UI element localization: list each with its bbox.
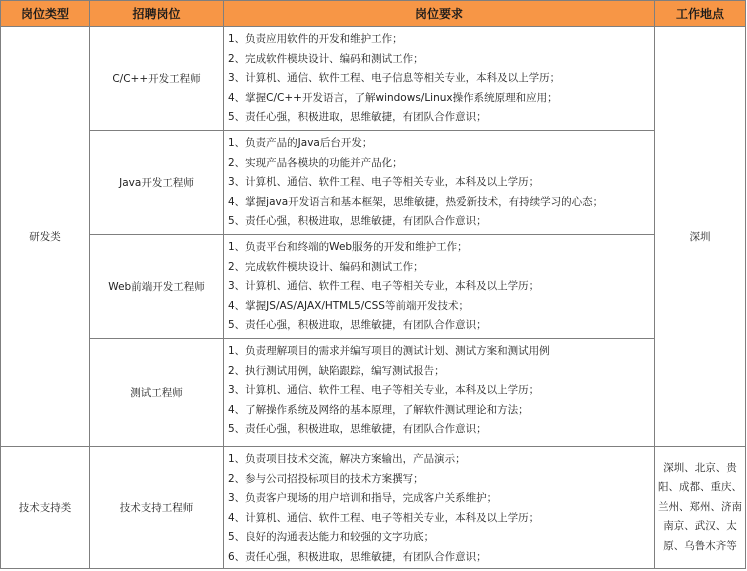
position-cell: Web前端开发工程师: [90, 235, 224, 339]
requirements-cell: [224, 235, 655, 339]
position-cell: 测试工程师: [90, 339, 224, 447]
requirements-cell: [224, 131, 655, 235]
header-requirements: 岗位要求: [224, 1, 655, 27]
requirement-line: 1、负责项目技术交流，解决方案输出，产品演示；: [228, 453, 466, 465]
requirements-cell: [224, 339, 655, 447]
location-cell: [655, 447, 746, 569]
requirement-line: 5、责任心强，积极进取，思维敏捷，有团队合作意识；: [228, 423, 487, 436]
header-row: [1, 1, 746, 27]
requirement-line: 4、掌握C/C++开发语言，了解windows/Linux操作系统原理和应用；: [228, 91, 558, 104]
requirement-line: 2、完成软件模块设计、编码和测试工作；: [228, 260, 424, 273]
requirement-line: 3、计算机、通信、软件工程、电子等相关专业，本科及以上学历；: [228, 176, 540, 189]
requirement-line: 1、负责产品的Java后台开发；: [228, 137, 373, 149]
requirement-line: 5、责任心强，积极进取，思维敏捷，有团队合作意识；: [228, 319, 487, 332]
requirement-line: 2、实现产品各模块的功能并产品化；: [228, 156, 403, 169]
requirement-line: 3、计算机、通信、软件工程、电子信息等相关专业，本科及以上学历；: [228, 72, 561, 85]
category-cell: 研发类: [1, 27, 90, 447]
requirement-line: 5、责任心强，积极进取，思维敏捷，有团队合作意识；: [228, 215, 487, 228]
requirement-line: 2、参与公司招投标项目的技术方案撰写；: [228, 472, 424, 485]
header-position: 招聘岗位: [90, 1, 224, 27]
requirement-line: 4、掌握java开发语言和基本框架，思维敏捷，热爱新技术，有持续学习的心态；: [228, 195, 604, 208]
table-row: [1, 27, 746, 131]
table-row: [1, 235, 746, 339]
requirement-line: 1、负责平台和终端的Web服务的开发和维护工作；: [228, 241, 468, 253]
position-cell: 技术支持工程师: [90, 447, 224, 569]
requirement-line: 1、负责应用软件的开发和维护工作；: [228, 33, 403, 45]
position-cell: Java开发工程师: [90, 131, 224, 235]
requirements-cell: [224, 27, 655, 131]
requirements-cell: [224, 447, 655, 569]
requirement-line: 2、执行测试用例，缺陷跟踪，编写测试报告；: [228, 364, 445, 377]
requirement-line: 4、了解操作系统及网络的基本原理，了解软件测试理论和方法；: [228, 403, 529, 416]
category-cell: 技术支持类: [1, 447, 90, 569]
position-cell: C/C++开发工程师: [90, 27, 224, 131]
requirement-line: 3、负责客户现场的用户培训和指导，完成客户关系维护；: [228, 492, 498, 505]
requirement-line: 4、计算机、通信、软件工程、电子等相关专业，本科及以上学历；: [228, 511, 540, 524]
requirement-line: 1、负责理解项目的需求并编写项目的测试计划、测试方案和测试用例: [228, 345, 550, 357]
requirement-line: 5、良好的沟通表达能力和较强的文字功底；: [228, 531, 435, 544]
requirement-line: 6、责任心强，积极进取，思维敏捷，有团队合作意识；: [228, 550, 487, 563]
table-row: [1, 447, 746, 569]
header-category: 岗位类型: [1, 1, 90, 27]
requirement-line: 5、责任心强，积极进取，思维敏捷，有团队合作意识；: [228, 111, 487, 124]
location-list: 深圳、北京、贵阳、成都、重庆、兰州、郑州、济南南京、武汉、太原、乌鲁木齐等: [658, 461, 742, 552]
requirement-line: 3、计算机、通信、软件工程、电子等相关专业，本科及以上学历；: [228, 280, 540, 293]
requirement-line: 2、完成软件模块设计、编码和测试工作；: [228, 52, 424, 65]
location-cell: 深圳: [655, 27, 746, 447]
requirement-line: 3、计算机、通信、软件工程、电子等相关专业，本科及以上学历；: [228, 384, 540, 397]
table-row: [1, 339, 746, 447]
requirement-line: 4、掌握JS/AS/AJAX/HTML5/CSS等前端开发技术；: [228, 299, 469, 312]
header-location: 工作地点: [655, 1, 746, 27]
table-row: [1, 131, 746, 235]
